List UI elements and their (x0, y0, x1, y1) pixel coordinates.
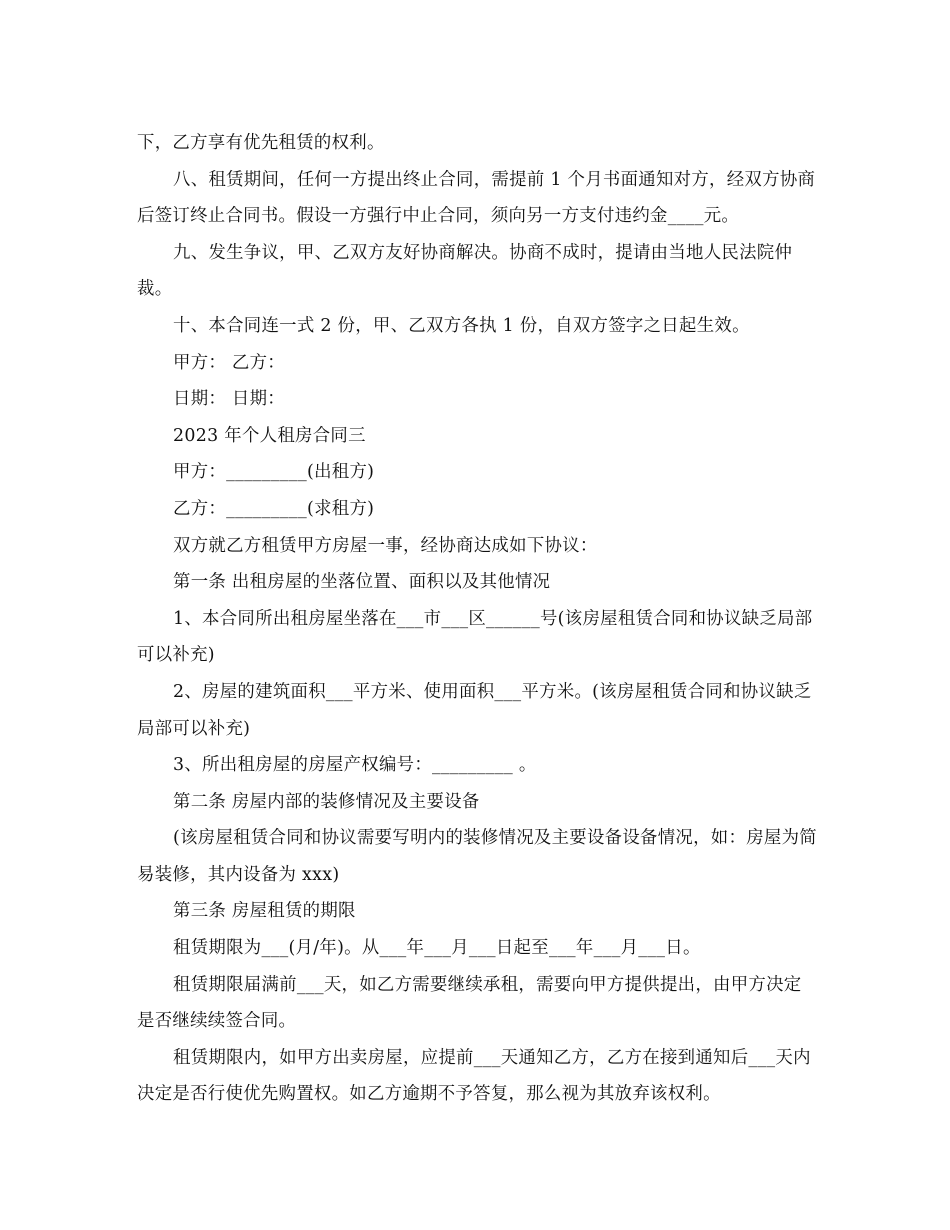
article-3-renewal: 租赁期限届满前___天，如乙方需要继续承租，需要向甲方提供提出，由甲方决定是否继续续签合同。 (137, 974, 802, 1032)
article-3-heading: 第三条 房屋租赁的期限 (173, 901, 356, 922)
party-a-line: 甲方：_________(出租方) (173, 462, 375, 483)
signature-date-line: 日期： 日期： (173, 389, 285, 410)
article-1-item-2: 2、房屋的建筑面积___平方米、使用面积___平方米。(该房屋租赁合同和协议缺乏局部可以补充) (137, 681, 812, 739)
agreement-intro: 双方就乙方租赁甲方房屋一事，经协商达成如下协议： (173, 535, 598, 556)
article-1-heading: 第一条 出租房屋的坐落位置、面积以及其他情况 (173, 572, 551, 593)
party-b-line: 乙方：_________(求租方) (173, 498, 375, 519)
article-2-note: (该房屋租赁合同和协议需要写明内的装修情况及主要设备设备情况，如：房屋为简易装修，其内设备为 xxx) (137, 828, 817, 885)
signature-parties-line: 甲方： 乙方： (173, 352, 285, 373)
article-1-item-1: 1、本合同所出租房屋坐落在___市___区______号(该房屋租赁合同和协议缺乏局部可以补充) (137, 608, 813, 666)
article-3-preemption: 租赁期限内，如甲方出卖房屋，应提前___天通知乙方，乙方在接到通知后___天内决定是否行使优先购置权。如乙方逾期不予答复，那么视为其放弃该权利。 (137, 1047, 811, 1105)
paragraph-dispute-clause: 九、发生争议，甲、乙双方友好协商解决。协商不成时，提请由当地人民法院仲裁。 (137, 242, 793, 300)
paragraph-copies-clause: 十、本合同连一式 2 份，甲、乙双方各执 1 份，自双方签字之日起生效。 (173, 315, 750, 336)
paragraph-continuation: 下，乙方享有优先租赁的权利。 (137, 133, 385, 153)
article-1-item-3: 3、所出租房屋的房屋产权编号：_________ 。 (173, 755, 537, 776)
paragraph-termination-clause: 八、租赁期间，任何一方提出终止合同，需提前 1 个月书面通知对方，经双方协商后签订终止合同书。假设一方强行中止合同，须向另一方支付违约金____元。 (137, 169, 816, 227)
article-2-heading: 第二条 房屋内部的装修情况及主要设备 (173, 791, 480, 812)
article-3-term: 租赁期限为___(月/年)。从___年___月___日起至___年___月___日。 (173, 938, 701, 959)
contract-body (137, 125, 817, 1113)
contract-title: 2023 年个人租房合同三 (173, 425, 366, 446)
